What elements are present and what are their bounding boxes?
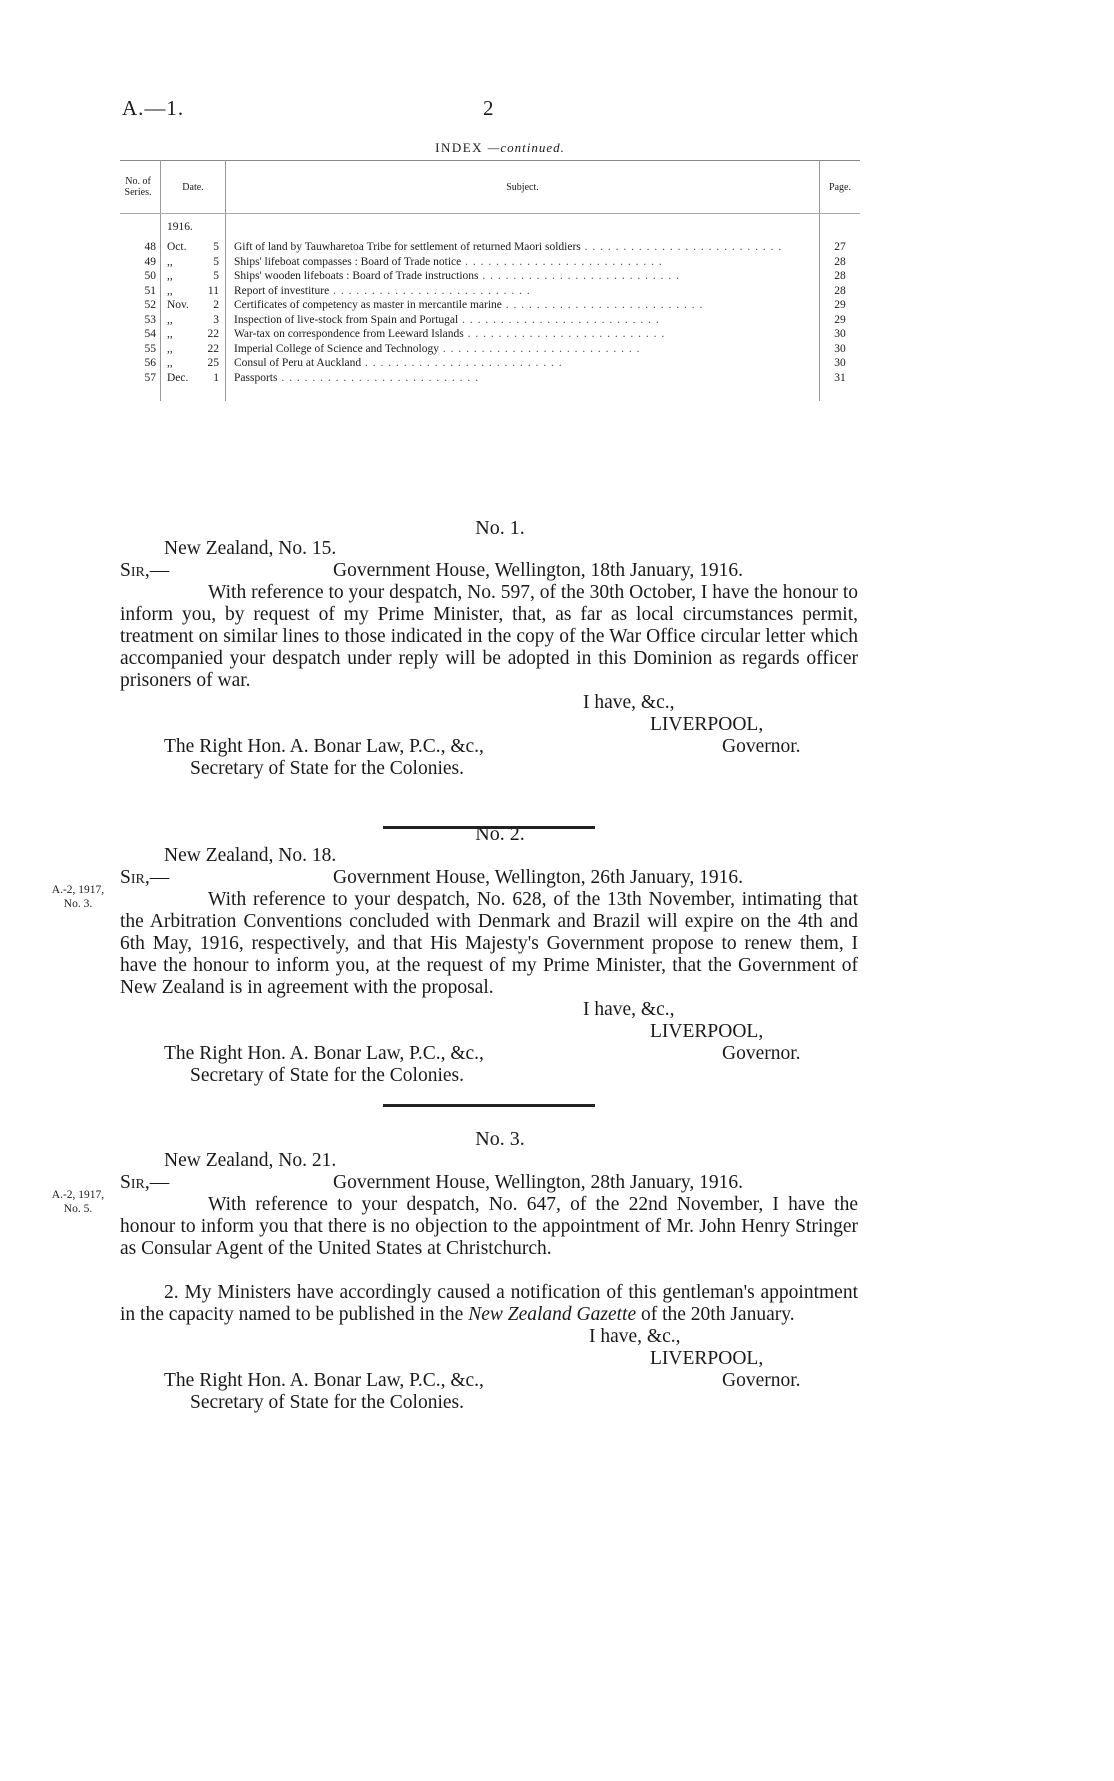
index-row-day: 25 bbox=[198, 356, 225, 371]
index-row-day: 11 bbox=[198, 284, 225, 299]
index-row-subject: Certificates of competency as master in mercantile marine . . . . . . . . . . . . . . . . . . . . . . . . . . bbox=[234, 299, 704, 311]
doc3-addressee: The Right Hon. A. Bonar Law, P.C., &c., bbox=[164, 1370, 484, 1391]
index-row bbox=[120, 342, 860, 357]
index-row bbox=[120, 298, 860, 313]
index-row-subject: Inspection of live-stock from Spain and Portugal . . . . . . . . . . . . . . . . . . . . . . . . . . bbox=[234, 313, 660, 326]
index-row-no: 49 bbox=[120, 255, 161, 270]
doc3-ref: New Zealand, No. 21. bbox=[164, 1150, 337, 1171]
doc1-title: No. 1. bbox=[475, 517, 525, 539]
index-row bbox=[120, 327, 860, 342]
col-page-header: Page. bbox=[820, 161, 861, 214]
index-row-month: Oct. bbox=[167, 241, 187, 253]
doc2-body: With reference to your despatch, No. 628, of the 13th November, intimating that the Arbitration Conventions concluded with Denmark and Brazil will expire on the 4th and 6th May, 1916, respectively, and that His Majesty's Government propose to renew them, I have the honour to inform you, at the request of my Prime Minister, that the Government of New Zealand is in agreement with the proposal. bbox=[120, 889, 858, 998]
index-row bbox=[120, 356, 860, 371]
index-row-subject: Consul of Peru at Auckland . . . . . . . . . . . . . . . . . . . . . . . . . . bbox=[234, 357, 563, 369]
index-row-no: 50 bbox=[120, 269, 161, 284]
doc3-signer-title: Governor. bbox=[722, 1370, 801, 1391]
index-row-day: 1 bbox=[198, 371, 225, 386]
doc2-sir: Sir,— bbox=[120, 867, 170, 888]
index-row-day: 5 bbox=[198, 269, 225, 284]
index-row bbox=[120, 255, 860, 270]
index-row bbox=[120, 371, 860, 386]
index-row-subject: Ships' wooden lifeboats : Board of Trade instructions . . . . . . . . . . . . . . . . . . . . . . . . . . bbox=[234, 270, 681, 282]
document-reference: A.—1. bbox=[122, 96, 185, 120]
index-title-suffix: —continued. bbox=[487, 140, 565, 155]
doc2-addressee: The Right Hon. A. Bonar Law, P.C., &c., bbox=[164, 1043, 484, 1064]
doc3-signer: LIVERPOOL, bbox=[650, 1348, 764, 1369]
gazette-title: New Zealand Gazette bbox=[468, 1304, 637, 1325]
index-row-day: 22 bbox=[198, 342, 225, 357]
doc1-body: With reference to your despatch, No. 597, of the 30th October, I have the honour to inform you, by request of my Prime Minister, that, as far as local circumstances permit, treatment on similar lines to those indicated in the copy of the War Office circular letter which accompanied your despatch under reply will be adopted in this Dominion as regards officer prisoners of war. bbox=[120, 582, 858, 691]
doc2-addressee-title: Secretary of State for the Colonies. bbox=[190, 1065, 464, 1086]
index-row-month: Dec. bbox=[167, 371, 189, 384]
index-row-no: 55 bbox=[120, 342, 161, 357]
doc3-closing: I have, &c., bbox=[583, 1326, 681, 1348]
index-row-page: 30 bbox=[820, 342, 861, 357]
doc3-title: No. 3. bbox=[475, 1128, 525, 1150]
index-row-no: 52 bbox=[120, 298, 161, 313]
section-divider bbox=[383, 1104, 595, 1107]
index-row-day: 22 bbox=[198, 327, 225, 342]
index-row-subject: Passports . . . . . . . . . . . . . . . . . . . . . . . . . . bbox=[234, 371, 479, 384]
index-row bbox=[120, 269, 860, 284]
index-row-subject: Ships' lifeboat compasses : Board of Trade notice . . . . . . . . . . . . . . . . . . . . . . . . . . bbox=[234, 255, 663, 268]
index-row bbox=[120, 313, 860, 328]
index-row-no: 53 bbox=[120, 313, 161, 328]
index-row-day: 3 bbox=[198, 313, 225, 328]
index-row-subject: Report of investiture . . . . . . . . . . . . . . . . . . . . . . . . . . bbox=[234, 284, 531, 297]
index-row-month: ,, bbox=[167, 342, 173, 355]
doc1-closing: I have, &c., bbox=[583, 692, 675, 713]
col-subject-header: Subject. bbox=[226, 161, 820, 214]
doc1-signer-title: Governor. bbox=[722, 736, 801, 757]
index-row-day: 2 bbox=[198, 298, 225, 313]
doc2-place: Government House, Wellington, 26th January, 1916. bbox=[333, 867, 744, 888]
index-row-no: 56 bbox=[120, 356, 161, 371]
index-title: INDEX —continued. bbox=[435, 140, 565, 155]
doc2-signer: LIVERPOOL, bbox=[650, 1021, 764, 1042]
doc1-addressee-title: Secretary of State for the Colonies. bbox=[190, 758, 464, 779]
doc1-ref: New Zealand, No. 15. bbox=[164, 538, 337, 559]
index-header-row bbox=[120, 161, 860, 214]
index-row-no: 48 bbox=[120, 240, 161, 255]
index-row bbox=[120, 284, 860, 299]
index-row-month: Nov. bbox=[167, 299, 189, 311]
doc1-signer: LIVERPOOL, bbox=[650, 714, 764, 735]
doc3-body-2: 2. My Ministers have accordingly caused a notification of this gentleman's appointment in the capacity named to be published in the New Zealand Gazette of the 20th January. bbox=[120, 1282, 858, 1325]
index-row-day: 5 bbox=[198, 240, 225, 255]
col-date-header: Date. bbox=[161, 161, 226, 214]
index-row-page: 29 bbox=[820, 313, 861, 328]
index-row-subject: Gift of land by Tauwharetoa Tribe for settlement of returned Maori soldiers . . . . . . . . . . . . . . . . . . . . . . . . . . bbox=[234, 241, 783, 253]
index-table bbox=[120, 160, 860, 401]
index-row-page: 27 bbox=[820, 240, 861, 255]
year-label: 1916. bbox=[161, 214, 226, 241]
doc3-margin-note: A.-2, 1917, No. 5. bbox=[51, 1189, 105, 1215]
index-row-month: ,, bbox=[167, 313, 173, 326]
index-row bbox=[120, 240, 860, 255]
col-no-header: No. of Series. bbox=[120, 161, 161, 214]
doc2-ref: New Zealand, No. 18. bbox=[164, 845, 337, 866]
index-row-month: ,, bbox=[167, 357, 173, 369]
doc1-addressee: The Right Hon. A. Bonar Law, P.C., &c., bbox=[164, 736, 484, 757]
index-row-day: 5 bbox=[198, 255, 225, 270]
doc3-place: Government House, Wellington, 28th January, 1916. bbox=[333, 1172, 744, 1193]
doc3-addressee-title: Secretary of State for the Colonies. bbox=[190, 1392, 464, 1413]
doc3-body: With reference to your despatch, No. 647, of the 22nd November, I have the honour to inform you that there is no objection to the appointment of Mr. John Henry Stringer as Consular Agent of the United States at Christchurch. bbox=[120, 1194, 858, 1259]
doc2-margin-note: A.-2, 1917, No. 3. bbox=[51, 884, 105, 910]
doc1-place: Government House, Wellington, 18th January, 1916. bbox=[333, 560, 744, 581]
doc2-title: No. 2. bbox=[475, 823, 525, 845]
index-row-subject: Imperial College of Science and Technology . . . . . . . . . . . . . . . . . . . . . . . . . . bbox=[234, 342, 641, 355]
doc1-sir: Sir,— bbox=[120, 560, 170, 581]
index-row-page: 29 bbox=[820, 298, 861, 313]
index-row-page: 28 bbox=[820, 284, 861, 299]
index-row-month: ,, bbox=[167, 284, 173, 297]
year-row bbox=[120, 214, 860, 241]
index-row-month: ,, bbox=[167, 255, 173, 268]
index-row-subject: War-tax on correspondence from Leeward Islands . . . . . . . . . . . . . . . . . . . . . . . . . . bbox=[234, 328, 666, 340]
doc2-signer-title: Governor. bbox=[722, 1043, 801, 1064]
index-row-page: 30 bbox=[820, 327, 861, 342]
doc3-sir: Sir,— bbox=[120, 1172, 170, 1193]
index-row-month: ,, bbox=[167, 328, 173, 340]
doc2-closing: I have, &c., bbox=[583, 999, 675, 1020]
index-row-no: 51 bbox=[120, 284, 161, 299]
index-row-page: 28 bbox=[820, 269, 861, 284]
index-row-page: 28 bbox=[820, 255, 861, 270]
index-row-month: ,, bbox=[167, 270, 173, 282]
index-row-page: 30 bbox=[820, 356, 861, 371]
index-row-page: 31 bbox=[820, 371, 861, 386]
index-row-no: 57 bbox=[120, 371, 161, 386]
page-number: 2 bbox=[483, 96, 494, 120]
index-row-no: 54 bbox=[120, 327, 161, 342]
